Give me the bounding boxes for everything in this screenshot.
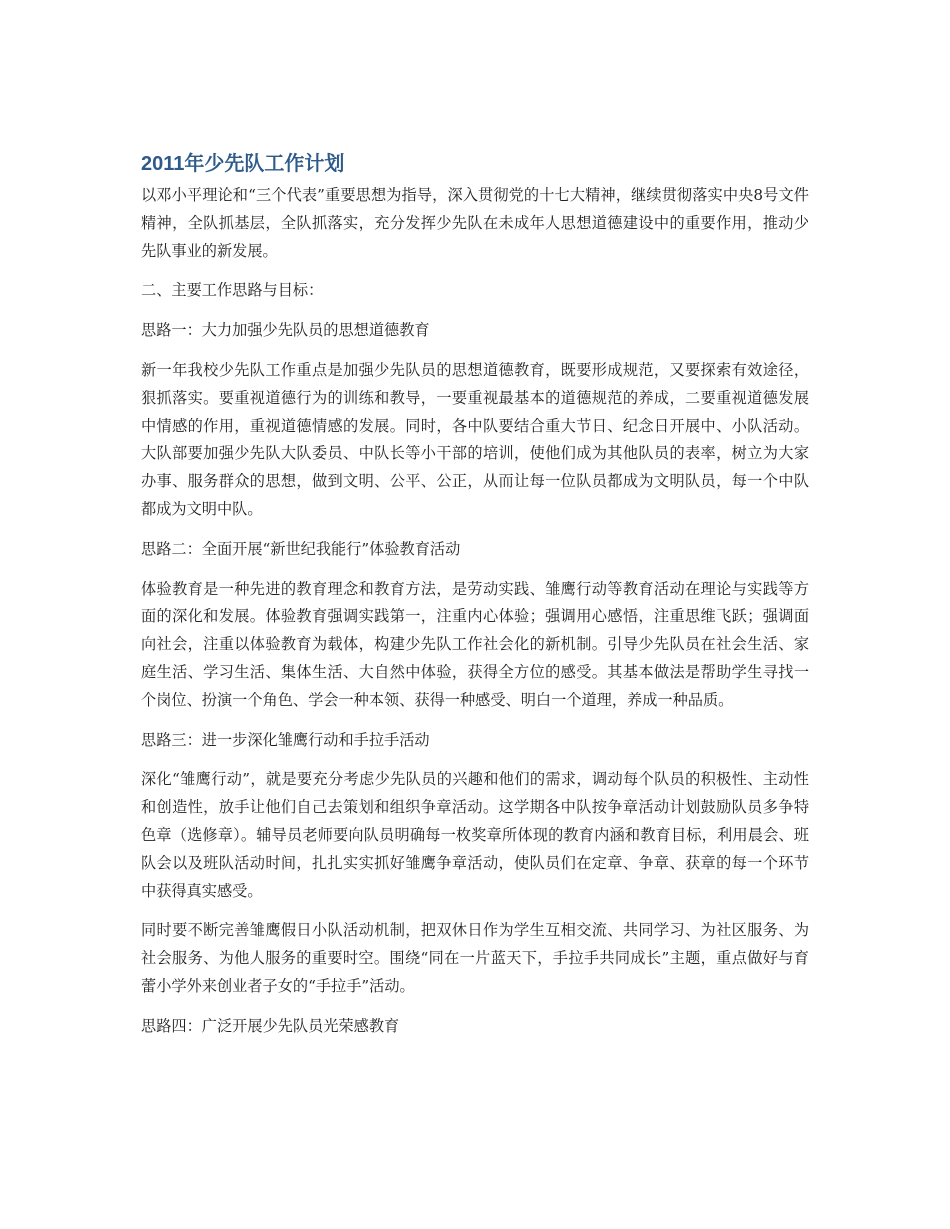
idea-3-heading: 思路三：进一步深化雏鹰行动和手拉手活动 [141,730,430,749]
paragraph-intro: 以邓小平理论和“三个代表”重要思想为指导，深入贯彻党的十七大精神，继续贯彻落实中央8号文件精神，全队抓基层，全队抓落实，充分发挥少先队在未成年人思想道德建设中的重要作用，推动少先队事业的新发展。 [141,186,809,260]
idea-3-body-continued: 同时要不断完善雏鹰假日小队活动机制，把双休日作为学生互相交流、共同学习、为社区服务、为社会服务、为他人服务的重要时空。围绕“同在一片蓝天下，手拉手共同成长”主题，重点做好与育蕾小学外来创业者子女的“手拉手”活动。 [141,921,809,995]
idea-2-body: 体验教育是一种先进的教育理念和教育方法，是劳动实践、雏鹰行动等教育活动在理论与实践等方面的深化和发展。体验教育强调实践第一，注重内心体验；强调用心感悟，注重思维飞跃；强调面向社会，注重以体验教育为载体，构建少先队工作社会化的新机制。引导少先队员在社会生活、家庭生活、学习生活、集体生活、大自然中体验，获得全方位的感受。其基本做法是帮助学生寻找一个岗位、扮演一个角色、学会一种本领、获得一种感受、明白一个道理，养成一种品质。 [141,579,809,709]
idea-1-body: 新一年我校少先队工作重点是加强少先队员的思想道德教育，既要形成规范，又要探索有效途径，狠抓落实。要重视道德行为的训练和教导，一要重视最基本的道德规范的养成，二要重视道德发展中情感的作用，重视道德情感的发展。同时，各中队要结合重大节日、纪念日开展中、小队活动。大队部要加强少先队大队委员、中队长等小干部的培训，使他们成为其他队员的表率，树立为大家办事、服务群众的思想，做到文明、公平、公正，从而让每一位队员都成为文明队员，每一个中队都成为文明中队。 [141,360,809,518]
idea-1-heading: 思路一：大力加强少先队员的思想道德教育 [141,321,430,340]
document-title: 2011年少先队工作计划 [141,153,345,175]
document-page [141,150,809,1053]
idea-4-heading: 思路四：广泛开展少先队员光荣感教育 [141,1016,400,1035]
idea-2-heading: 思路二：全面开展“新世纪我能行”体验教育活动 [141,539,461,558]
section-heading-main-ideas: 二、主要工作思路与目标： [141,281,324,300]
idea-3-body: 深化“雏鹰行动”，就是要充分考虑少先队员的兴趣和他们的需求，调动每个队员的积极性、主动性和创造性，放手让他们自己去策划和组织争章活动。这学期各中队按争章活动计划鼓励队员多争特色章（选修章）。辅导员老师要向队员明确每一枚奖章所体现的教育内涵和教育目标，利用晨会、班队会以及班队活动时间，扎扎实实抓好雏鹰争章活动，使队员们在定章、争章、获章的每一个环节中获得真实感受。 [141,770,809,900]
